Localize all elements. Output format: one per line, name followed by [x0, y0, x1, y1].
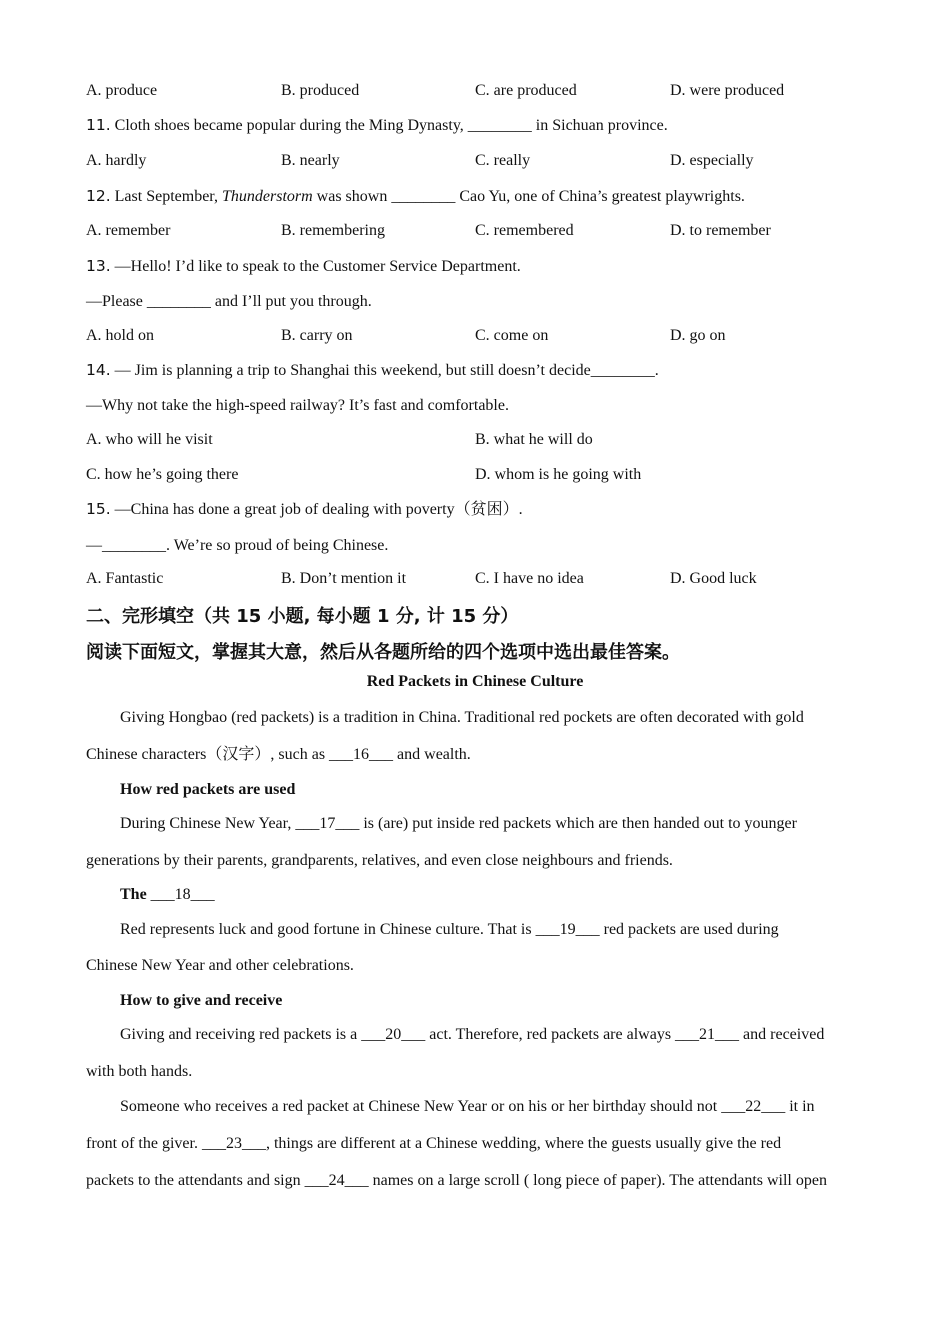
q14-option-d: D. whom is he going with: [475, 466, 642, 483]
q12-play-title: Thunderstorm: [221, 188, 313, 205]
passage-p2-line1: [120, 813, 797, 835]
q13-option-a: A. hold on: [86, 327, 154, 344]
passage-text: Giving and receiving red packets is a: [120, 1026, 358, 1043]
q11-option-a: A. hardly: [86, 152, 147, 169]
passage-text: and received: [743, 1026, 825, 1043]
q11-number: 11.: [86, 116, 111, 134]
passage-p5-line1: [120, 1096, 815, 1118]
blank-24: ___24___: [304, 1172, 369, 1189]
q12-text-before: Last September,: [114, 188, 218, 205]
q12-stem: [86, 185, 745, 208]
passage-p2-line2: generations by their parents, grandparents, relatives, and even close neighbours and friends.: [86, 852, 673, 869]
passage-p1-line2: [86, 744, 471, 766]
blank-20: ___20___: [361, 1026, 426, 1043]
q14-line2: —Why not take the high-speed railway? It’s fast and comfortable.: [86, 397, 509, 414]
passage-p4-line1: [120, 1024, 824, 1046]
passage-text: Someone who receives a red packet at Chinese New Year or on his or her birthday should not: [120, 1098, 718, 1115]
passage-text: Red represents luck and good fortune in Chinese culture. That is: [120, 921, 532, 938]
q11-option-b: B. nearly: [281, 152, 340, 169]
q12-option-a: A. remember: [86, 222, 171, 239]
q14-option-c: C. how he’s going there: [86, 466, 239, 483]
passage-text: names on a large scroll ( long piece of paper). The attendants will open: [372, 1172, 827, 1189]
q13-number: 13.: [86, 257, 111, 275]
subheading-give-receive: How to give and receive: [120, 992, 283, 1009]
q15-line2: —________. We’re so proud of being Chinese.: [86, 537, 389, 554]
q14-option-b: B. what he will do: [475, 431, 593, 448]
passage-p3-line1: [120, 919, 779, 941]
section2-heading: 二、完形填空（共 15 小题, 每小题 1 分, 计 15 分）: [86, 606, 519, 627]
blank-16: ___16___: [329, 746, 394, 763]
q15-option-a: A. Fantastic: [86, 570, 164, 587]
q15-option-c: C. I have no idea: [475, 570, 584, 587]
passage-title: Red Packets in Chinese Culture: [366, 673, 584, 690]
passage-text: act. Therefore, red packets are always: [429, 1026, 672, 1043]
passage-p3-line2: Chinese New Year and other celebrations.: [86, 957, 354, 974]
q15-stem: [86, 498, 523, 521]
passage-p4-line2: with both hands.: [86, 1063, 193, 1080]
passage-text: red packets are used during: [603, 921, 779, 938]
q14-stem: [86, 359, 659, 382]
q10-option-c: C. are produced: [475, 82, 577, 99]
q15-line1: —China has done a great job of dealing with poverty（贫困）.: [114, 501, 523, 518]
q13-stem: [86, 255, 521, 278]
q10-option-b: B. produced: [281, 82, 360, 99]
q12-option-c: C. remembered: [475, 222, 574, 239]
q14-number: 14.: [86, 361, 111, 379]
passage-p5-line3: [86, 1170, 827, 1192]
q13-option-c: C. come on: [475, 327, 549, 344]
blank-22: ___22___: [721, 1098, 786, 1115]
q10-option-a: A. produce: [86, 82, 158, 99]
passage-text: front of the giver.: [86, 1135, 198, 1152]
q12-number: 12.: [86, 187, 111, 205]
passage-text: packets to the attendants and sign: [86, 1172, 301, 1189]
blank-18: ___18___: [150, 886, 215, 903]
q11-stem: [86, 114, 668, 137]
subheading-the: [120, 884, 215, 906]
q15-option-d: D. Good luck: [670, 570, 757, 587]
q13-option-b: B. carry on: [281, 327, 353, 344]
q10-option-d: D. were produced: [670, 82, 785, 99]
q11-option-c: C. really: [475, 152, 531, 169]
passage-text: , things are different at a Chinese wedding, where the guests usually give the red: [265, 1135, 782, 1152]
q12-option-b: B. remembering: [281, 222, 385, 239]
blank-19: ___19___: [535, 921, 600, 938]
q11-option-d: D. especially: [670, 152, 754, 169]
q11-text: Cloth shoes became popular during the Ming Dynasty, ________ in Sichuan province.: [114, 117, 668, 134]
blank-21: ___21___: [675, 1026, 740, 1043]
q14-line1: — Jim is planning a trip to Shanghai this weekend, but still doesn’t decide________.: [114, 362, 659, 379]
blank-23: ___23___: [201, 1135, 266, 1152]
passage-text: During Chinese New Year,: [120, 815, 292, 832]
q13-line1: —Hello! I’d like to speak to the Customer Service Department.: [114, 258, 521, 275]
passage-text: Chinese characters（汉字）, such as: [86, 746, 326, 763]
section2-instruction: 阅读下面短文，掌握其大意，然后从各题所给的四个选项中选出最佳答案。: [86, 642, 680, 663]
passage-p1-line1: Giving Hongbao (red packets) is a tradition in China. Traditional red pockets are often decorated with gold: [120, 709, 804, 726]
passage-text: it in: [789, 1098, 815, 1115]
q14-option-a: A. who will he visit: [86, 431, 213, 448]
q15-option-b: B. Don’t mention it: [281, 570, 407, 587]
subheading-used: How red packets are used: [120, 781, 296, 798]
q13-option-d: D. go on: [670, 327, 726, 344]
q12-option-d: D. to remember: [670, 222, 771, 239]
passage-p5-line2: [86, 1133, 781, 1155]
passage-text: The: [120, 886, 147, 903]
q15-number: 15.: [86, 500, 111, 518]
q13-line2: —Please ________ and I’ll put you through.: [86, 293, 372, 310]
passage-text: and wealth.: [397, 746, 471, 763]
blank-17: ___17___: [295, 815, 360, 832]
passage-text: is (are) put inside red packets which are then handed out to younger: [363, 815, 797, 832]
q12-text-after: was shown ________ Cao Yu, one of China’s greatest playwrights.: [316, 188, 745, 205]
